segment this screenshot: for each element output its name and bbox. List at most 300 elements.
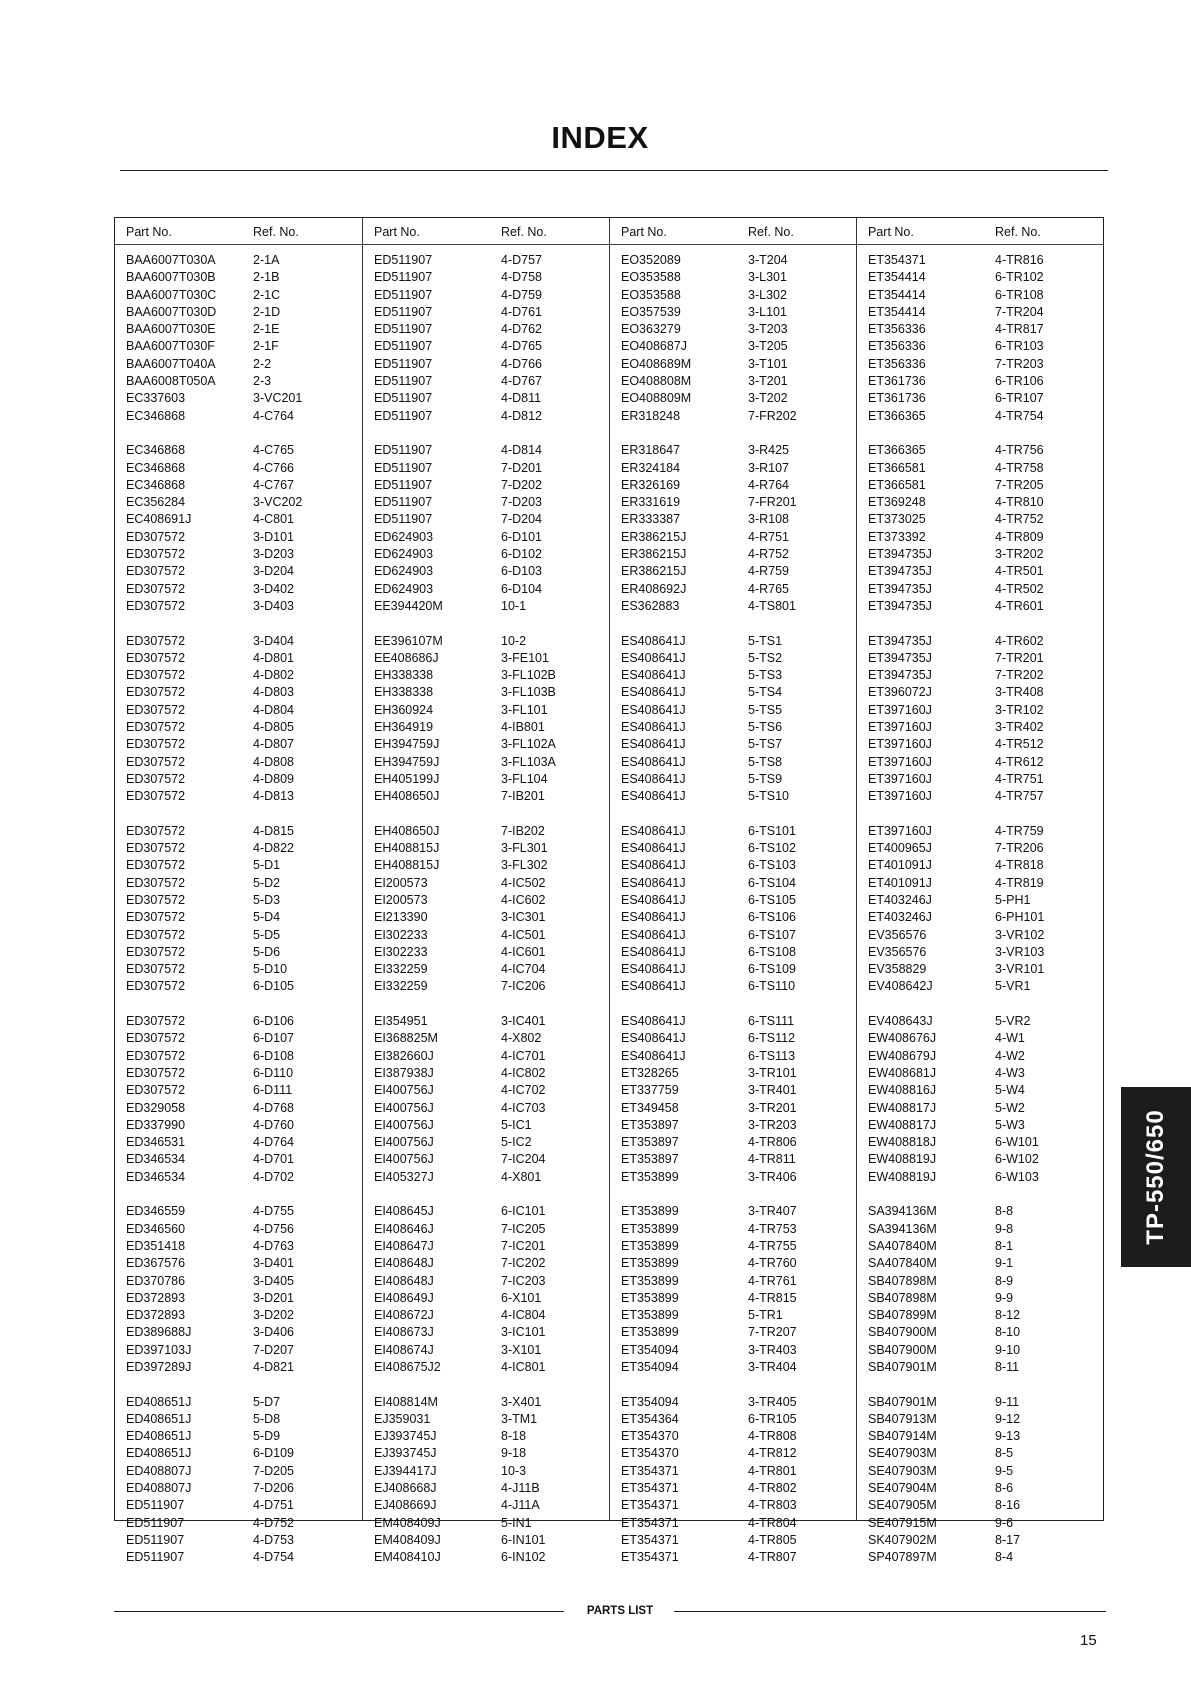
table-row <box>126 1065 358 1082</box>
part-no: ED372893 <box>126 1308 186 1323</box>
ref-no: 5-D7 <box>253 1394 281 1409</box>
table-row <box>868 961 1100 978</box>
table-row <box>374 909 606 926</box>
ref-no: 6-IC101 <box>501 1204 546 1219</box>
table-row <box>621 321 853 338</box>
table-row <box>868 1480 1100 1497</box>
table-row <box>621 754 853 771</box>
table-row <box>868 1411 1100 1428</box>
table-row <box>868 702 1100 719</box>
table-row <box>126 581 358 598</box>
table-row <box>868 1117 1100 1134</box>
table-row <box>868 944 1100 961</box>
part-no: EI332259 <box>374 979 428 994</box>
ref-no: 6-X101 <box>501 1290 542 1305</box>
table-row <box>621 1013 853 1030</box>
part-no: EO363279 <box>621 322 681 337</box>
part-no: SE407903M <box>868 1446 937 1461</box>
ref-no: 2-1A <box>253 253 280 267</box>
table-row <box>868 321 1100 338</box>
table-row <box>868 1255 1100 1272</box>
table-row <box>374 1169 606 1186</box>
part-no: EV356576 <box>868 944 927 959</box>
part-no: EI408672J <box>374 1308 434 1323</box>
table-row <box>868 598 1100 615</box>
table-row <box>374 719 606 736</box>
part-no: SB407899M <box>868 1308 937 1323</box>
part-no: EC346868 <box>126 408 186 423</box>
part-no: ET354371 <box>621 1481 679 1496</box>
table-row <box>374 667 606 684</box>
ref-no: 7-IC203 <box>501 1273 546 1288</box>
ref-no: 4-D803 <box>253 685 294 700</box>
ref-no: 4-D753 <box>253 1532 294 1547</box>
ref-no: 7-TR203 <box>995 356 1044 371</box>
ref-no: 5-TS4 <box>748 685 783 700</box>
ref-no: 2-3 <box>253 374 272 389</box>
part-no: ER333387 <box>621 512 681 527</box>
ref-no: 6-TS102 <box>748 841 796 856</box>
part-no: ED307572 <box>126 720 186 735</box>
ref-no: 5-D5 <box>253 927 281 942</box>
table-row <box>868 1151 1100 1168</box>
ref-no: 3-IC101 <box>501 1325 546 1340</box>
table-row <box>126 823 358 840</box>
header-part-no: Part No. <box>374 225 420 239</box>
ref-no: 6-IN102 <box>501 1550 546 1565</box>
ref-no: 7-FR202 <box>748 408 797 423</box>
table-row <box>374 978 606 995</box>
table-row <box>126 1013 358 1030</box>
ref-no: 4-TR755 <box>748 1238 797 1253</box>
part-no: BAA6007T030E <box>126 322 216 337</box>
table-row <box>621 477 853 494</box>
part-no: SB407900M <box>868 1342 937 1357</box>
table-row <box>126 961 358 978</box>
ref-no: 4-IC801 <box>501 1360 546 1374</box>
ref-no: 3-R107 <box>748 460 789 475</box>
ref-no: 4-IC602 <box>501 892 546 907</box>
table-row <box>621 1169 853 1186</box>
part-no: ES408641J <box>621 979 686 994</box>
ref-no: 4-R759 <box>748 564 789 579</box>
table-row <box>374 1324 606 1341</box>
ref-no: 4-TR753 <box>748 1221 797 1236</box>
part-no: ER386215J <box>621 564 687 579</box>
part-no: ET394735J <box>868 547 932 562</box>
ref-no: 5-W4 <box>995 1083 1025 1098</box>
ref-no: 5-D6 <box>253 944 281 959</box>
part-no: EC346868 <box>126 477 186 492</box>
part-no: ES408641J <box>621 875 686 890</box>
part-no: ED307572 <box>126 789 186 804</box>
part-no: ED346534 <box>126 1152 186 1167</box>
part-no: ET397160J <box>868 754 932 769</box>
ref-no: 9-5 <box>995 1463 1014 1478</box>
ref-no: 5-D8 <box>253 1411 281 1426</box>
table-row <box>868 927 1100 944</box>
table-row <box>374 1082 606 1099</box>
part-no: EC408691J <box>126 512 192 527</box>
part-no: ET328265 <box>621 1065 679 1080</box>
part-no: ED307572 <box>126 1031 186 1046</box>
ref-no: 3-FE101 <box>501 650 549 665</box>
part-no: ED307572 <box>126 1065 186 1080</box>
part-no: SB407914M <box>868 1429 937 1444</box>
part-no: EI400756J <box>374 1135 434 1150</box>
ref-no: 4-IB801 <box>501 720 545 735</box>
table-row <box>621 269 853 286</box>
table-row <box>868 1065 1100 1082</box>
table-row <box>374 1411 606 1428</box>
table-row <box>126 269 358 286</box>
ref-no: 4-TR808 <box>748 1429 797 1444</box>
table-row <box>868 857 1100 874</box>
ref-no: 5-TR1 <box>748 1308 783 1323</box>
ref-no: 3-L101 <box>748 304 787 319</box>
part-no: ET354371 <box>621 1532 679 1547</box>
table-row <box>374 511 606 528</box>
table-row <box>868 875 1100 892</box>
part-no: ED307572 <box>126 737 186 752</box>
table-row <box>621 511 853 528</box>
part-no: EI213390 <box>374 910 428 925</box>
ref-no: 4-R752 <box>748 547 789 562</box>
table-row <box>374 1134 606 1151</box>
part-no: SA394136M <box>868 1221 937 1236</box>
ref-no: 6-D106 <box>253 1014 294 1029</box>
part-no: ET361736 <box>868 374 926 389</box>
table-row <box>126 1532 358 1549</box>
part-no: ES408641J <box>621 668 686 683</box>
part-no: ET397160J <box>868 823 932 838</box>
table-row <box>868 840 1100 857</box>
table-row <box>868 390 1100 407</box>
ref-no: 4-C764 <box>253 408 294 423</box>
part-no: ES408641J <box>621 720 686 735</box>
table-row <box>621 944 853 961</box>
group-spacer <box>868 425 1100 442</box>
part-no: ET394735J <box>868 598 932 613</box>
ref-no: 7-IB201 <box>501 789 545 804</box>
table-row <box>126 944 358 961</box>
part-no: SE407903M <box>868 1463 937 1478</box>
ref-no: 6-D103 <box>501 564 542 579</box>
part-no: ES408641J <box>621 944 686 959</box>
part-no: ES408641J <box>621 1014 686 1029</box>
part-no: ES408641J <box>621 892 686 907</box>
table-row <box>374 494 606 511</box>
ref-no: 4-D809 <box>253 771 294 786</box>
table-row <box>126 1324 358 1341</box>
part-no: ES408641J <box>621 962 686 977</box>
ref-no: 3-TR401 <box>748 1083 797 1098</box>
ref-no: 4-D752 <box>253 1515 294 1530</box>
part-no: EI405327J <box>374 1169 434 1184</box>
ref-no: 8-6 <box>995 1481 1014 1496</box>
ref-no: 9-10 <box>995 1342 1021 1357</box>
part-no: ED307572 <box>126 771 186 786</box>
part-no: ED511907 <box>126 1550 185 1565</box>
part-no: EE394420M <box>374 598 443 613</box>
table-row <box>621 1532 853 1549</box>
ref-no: 6-TR102 <box>995 270 1044 285</box>
table-row <box>868 1359 1100 1376</box>
part-no: EI200573 <box>374 892 428 907</box>
part-no: ED370786 <box>126 1273 186 1288</box>
table-row <box>126 494 358 511</box>
table-row <box>868 892 1100 909</box>
ref-no: 3-TR101 <box>748 1065 797 1080</box>
group-spacer <box>621 425 853 442</box>
ref-no: 4-D766 <box>501 356 542 371</box>
table-row <box>868 1428 1100 1445</box>
ref-no: 4-R764 <box>748 477 789 492</box>
ref-no: 3-FL301 <box>501 841 548 856</box>
group-spacer <box>126 1376 358 1393</box>
table-row <box>126 373 358 390</box>
part-no: ED307572 <box>126 668 186 683</box>
ref-no: 3-T202 <box>748 391 788 406</box>
table-row <box>374 1463 606 1480</box>
ref-no: 6-TS104 <box>748 875 796 890</box>
table-row <box>374 875 606 892</box>
group-spacer <box>374 806 606 823</box>
part-no: EI408814M <box>374 1394 438 1409</box>
part-no: ET353899 <box>621 1238 679 1253</box>
part-no: ED511907 <box>374 287 433 302</box>
table-row <box>868 1238 1100 1255</box>
table-row <box>126 1342 358 1359</box>
table-row <box>374 1480 606 1497</box>
table-row <box>374 736 606 753</box>
table-row <box>621 1290 853 1307</box>
ref-no: 6-TS107 <box>748 927 796 942</box>
table-row <box>868 546 1100 563</box>
part-no: EI408646J <box>374 1221 434 1236</box>
ref-no: 4-TR811 <box>748 1152 796 1167</box>
part-no: EC346868 <box>126 443 186 458</box>
table-row <box>374 857 606 874</box>
table-row <box>868 1515 1100 1532</box>
table-row <box>126 633 358 650</box>
ref-no: 7-FR201 <box>748 495 797 510</box>
table-row <box>621 1307 853 1324</box>
ref-no: 5-TS2 <box>748 650 783 665</box>
part-no: EI408674J <box>374 1342 434 1357</box>
ref-no: 6-TS105 <box>748 892 796 907</box>
part-no: ET403246J <box>868 910 932 925</box>
table-row <box>621 823 853 840</box>
table-row <box>374 788 606 805</box>
header-ref-no: Ref. No. <box>501 225 547 239</box>
table-row <box>126 650 358 667</box>
part-no: BAA6007T030D <box>126 304 217 319</box>
table-row <box>374 1497 606 1514</box>
ref-no: 3-T101 <box>748 356 788 371</box>
part-no: ER386215J <box>621 547 687 562</box>
part-no: ET353897 <box>621 1152 679 1167</box>
ref-no: 6-IN101 <box>501 1532 546 1547</box>
ref-no: 4-J11B <box>501 1481 540 1496</box>
table-row <box>621 1463 853 1480</box>
part-no: ED389688J <box>126 1325 192 1340</box>
part-no: BAA6007T030C <box>126 287 217 302</box>
part-no: EW408681J <box>868 1065 937 1080</box>
part-no: ET349458 <box>621 1100 679 1115</box>
table-row <box>621 1273 853 1290</box>
table-row <box>621 1359 853 1376</box>
part-no: ET354414 <box>868 287 926 302</box>
part-no: SP407897M <box>868 1550 937 1565</box>
table-row <box>621 287 853 304</box>
ref-no: 4-TR756 <box>995 443 1044 458</box>
ref-no: 4-D814 <box>501 443 542 458</box>
ref-no: 4-D808 <box>253 754 294 769</box>
table-row <box>374 1117 606 1134</box>
part-no: ES408641J <box>621 910 686 925</box>
part-no: ED408651J <box>126 1394 192 1409</box>
table-row <box>868 909 1100 926</box>
part-no: EI387938J <box>374 1065 434 1080</box>
ref-no: 5-W3 <box>995 1117 1025 1132</box>
table-row <box>126 442 358 459</box>
part-no: ES408641J <box>621 754 686 769</box>
ref-no: 8-1 <box>995 1238 1014 1253</box>
part-no: ET366365 <box>868 443 926 458</box>
ref-no: 5-IC2 <box>501 1135 532 1150</box>
ref-no: 4-D804 <box>253 702 294 717</box>
table-row <box>126 1394 358 1411</box>
ref-no: 4-TR602 <box>995 633 1044 648</box>
table-row <box>374 1359 606 1376</box>
ref-no: 3-R425 <box>748 443 789 458</box>
part-no: EO408689M <box>621 356 692 371</box>
ref-no: 4-TR758 <box>995 460 1044 475</box>
table-row <box>621 857 853 874</box>
table-row <box>126 1048 358 1065</box>
group-spacer <box>868 996 1100 1013</box>
ref-no: 4-TR819 <box>995 875 1044 890</box>
table-row <box>374 477 606 494</box>
part-no: ET373025 <box>868 512 926 527</box>
part-no: ED307572 <box>126 702 186 717</box>
table-row <box>621 1048 853 1065</box>
part-no: ET354371 <box>621 1463 679 1478</box>
ref-no: 4-W1 <box>995 1031 1025 1046</box>
part-no: ED511907 <box>374 322 433 337</box>
ref-no: 4-D813 <box>253 789 294 804</box>
ref-no: 3-FL102A <box>501 737 556 752</box>
ref-no: 6-TS109 <box>748 962 796 977</box>
ref-no: 4-D805 <box>253 720 294 735</box>
table-row <box>374 460 606 477</box>
part-no: ET396072J <box>868 685 932 700</box>
part-no: ET394735J <box>868 650 932 665</box>
group-spacer <box>621 806 853 823</box>
table-row <box>621 736 853 753</box>
part-no: EW408818J <box>868 1135 937 1150</box>
table-row <box>126 511 358 528</box>
table-row <box>374 927 606 944</box>
table-row <box>621 1342 853 1359</box>
table-row <box>126 1411 358 1428</box>
part-no: EH394759J <box>374 737 440 752</box>
table-row <box>126 408 358 425</box>
part-no: EJ393745J <box>374 1429 437 1444</box>
table-row <box>868 338 1100 355</box>
ref-no: 2-1F <box>253 339 279 354</box>
part-no: EH338338 <box>374 685 434 700</box>
ref-no: 4-TS801 <box>748 598 796 613</box>
part-no: ED511907 <box>374 339 433 354</box>
table-row <box>374 321 606 338</box>
table-row <box>374 1532 606 1549</box>
table-row <box>374 529 606 546</box>
table-row <box>868 771 1100 788</box>
table-row <box>374 269 606 286</box>
ref-no: 5-VR2 <box>995 1014 1031 1029</box>
ref-no: 5-IC1 <box>501 1117 532 1132</box>
table-row <box>374 702 606 719</box>
part-no: ES408641J <box>621 858 686 873</box>
ref-no: 6-TS113 <box>748 1048 796 1063</box>
ref-no: 4-IC502 <box>501 875 546 890</box>
ref-no: 4-D759 <box>501 287 542 302</box>
table-row <box>126 1082 358 1099</box>
part-no: ET354364 <box>621 1411 679 1426</box>
title-divider <box>120 170 1108 171</box>
ref-no: 3-FL101 <box>501 702 548 717</box>
table-row <box>868 978 1100 995</box>
part-no: EI408648J <box>374 1256 434 1271</box>
table-row <box>374 1428 606 1445</box>
ref-no: 7-TR207 <box>748 1325 797 1340</box>
table-row <box>126 252 358 269</box>
ref-no: 3-T204 <box>748 253 788 267</box>
ref-no: 7-TR202 <box>995 668 1044 683</box>
group-spacer <box>374 1376 606 1393</box>
table-row <box>868 667 1100 684</box>
table-row <box>868 1273 1100 1290</box>
table-row <box>126 1169 358 1186</box>
part-no: ET353899 <box>621 1256 679 1271</box>
table-row <box>126 1515 358 1532</box>
header-part-no: Part No. <box>621 225 667 239</box>
part-no: ED511907 <box>374 270 433 285</box>
ref-no: 3-VC202 <box>253 495 303 510</box>
table-row <box>621 252 853 269</box>
ref-no: 4-TR801 <box>748 1463 797 1478</box>
part-no: EW408819J <box>868 1169 937 1184</box>
part-no: ER326169 <box>621 477 681 492</box>
ref-no: 3-D201 <box>253 1290 294 1305</box>
ref-no: 3-D101 <box>253 529 294 544</box>
part-no: ES408641J <box>621 737 686 752</box>
part-no: ED329058 <box>126 1100 186 1115</box>
part-no: SB407901M <box>868 1360 937 1374</box>
part-no: ED307572 <box>126 858 186 873</box>
table-row <box>868 1082 1100 1099</box>
group-spacer <box>126 1186 358 1203</box>
ref-no: 7-D201 <box>501 460 542 475</box>
part-no: ES362883 <box>621 598 680 613</box>
ref-no: 4-TR612 <box>995 754 1044 769</box>
part-no: EV408642J <box>868 979 933 994</box>
part-no: ED351418 <box>126 1238 186 1253</box>
ref-no: 5-D3 <box>253 892 281 907</box>
ref-no: 4-IC702 <box>501 1083 546 1098</box>
